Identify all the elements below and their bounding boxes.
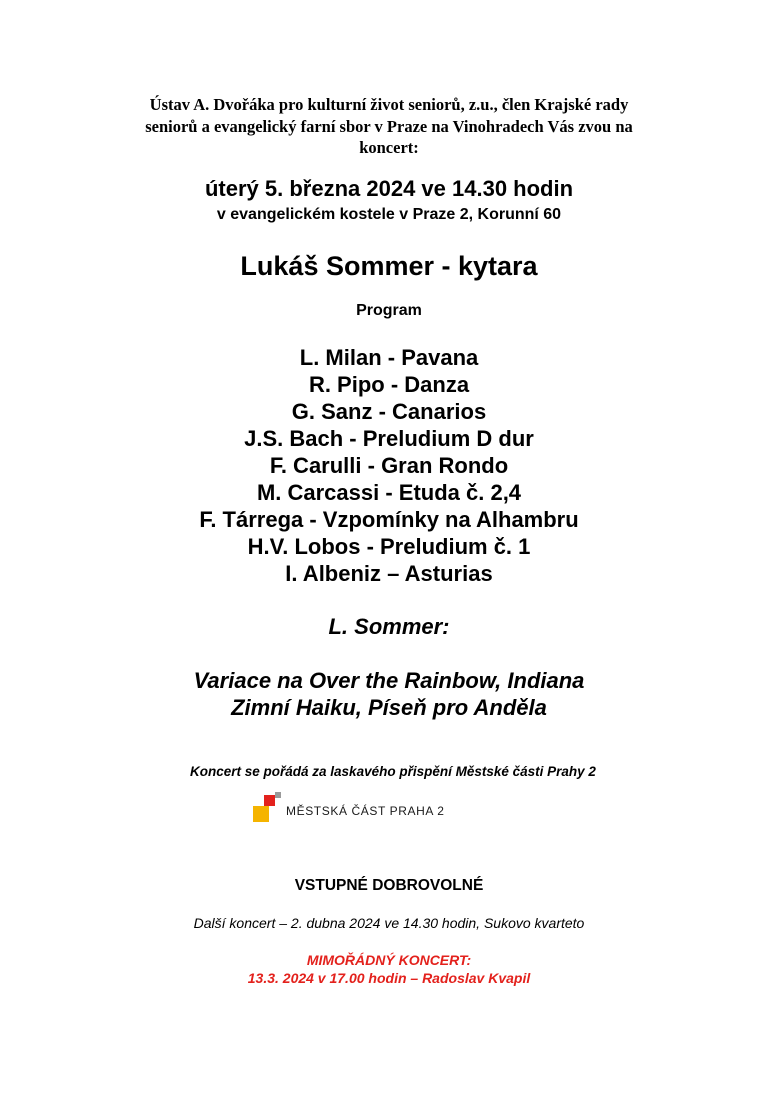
program-item: H.V. Lobos - Preludium č. 1 xyxy=(247,534,531,559)
prague-2-logo xyxy=(253,792,453,822)
extra-concert-details: 13.3. 2024 v 17.00 hodin – Radoslav Kvapil xyxy=(247,970,531,986)
program-item: J.S. Bach - Preludium D dur xyxy=(244,426,534,451)
own-works-line: Variace na Over the Rainbow, Indiana xyxy=(193,668,585,693)
performer-title: Lukáš Sommer - kytara xyxy=(240,251,538,281)
event-date: úterý 5. března 2024 ve 14.30 hodin xyxy=(204,176,574,201)
prague-2-logo-text: MĚSTSKÁ ČÁST PRAHA 2 xyxy=(286,804,445,818)
program-heading: Program xyxy=(356,302,422,319)
program-list xyxy=(0,344,778,587)
program-item: F. Carulli - Gran Rondo xyxy=(269,453,509,478)
prague-2-logo-mark-icon xyxy=(253,792,283,822)
program-item: M. Carcassi - Etuda č. 2,4 xyxy=(256,480,522,505)
own-works-composer: L. Sommer: xyxy=(328,614,450,639)
own-works-line: Zimní Haiku, Píseň pro Anděla xyxy=(231,695,547,720)
entry-fee: VSTUPNÉ DOBROVOLNÉ xyxy=(294,877,484,894)
program-item: R. Pipo - Danza xyxy=(308,372,470,397)
intro-line: seniorů a evangelický farní sbor v Praze na Vinohradech Vás zvou na xyxy=(145,116,633,136)
extra-concert-title: MIMOŘÁDNÝ KONCERT: xyxy=(306,952,472,968)
program-item: L. Milan - Pavana xyxy=(299,345,479,370)
event-venue: v evangelickém kostele v Praze 2, Korunní 60 xyxy=(216,206,562,223)
intro-text xyxy=(0,94,778,159)
intro-line: Ústav A. Dvořáka pro kulturní život seniorů, z.u., člen Krajské rady xyxy=(149,95,629,114)
own-works-list xyxy=(0,667,778,721)
sponsor-note: Koncert se pořádá za laskavého přispění Městské části Prahy 2 xyxy=(190,764,596,779)
intro-line: koncert: xyxy=(359,138,419,157)
program-item: G. Sanz - Canarios xyxy=(291,399,487,424)
program-item: F. Tárrega - Vzpomínky na Alhambru xyxy=(199,507,579,532)
program-item: I. Albeniz – Asturias xyxy=(285,561,493,586)
extra-concert xyxy=(0,951,778,987)
next-concert: Další koncert – 2. dubna 2024 ve 14.30 hodin, Sukovo kvarteto xyxy=(193,915,585,931)
